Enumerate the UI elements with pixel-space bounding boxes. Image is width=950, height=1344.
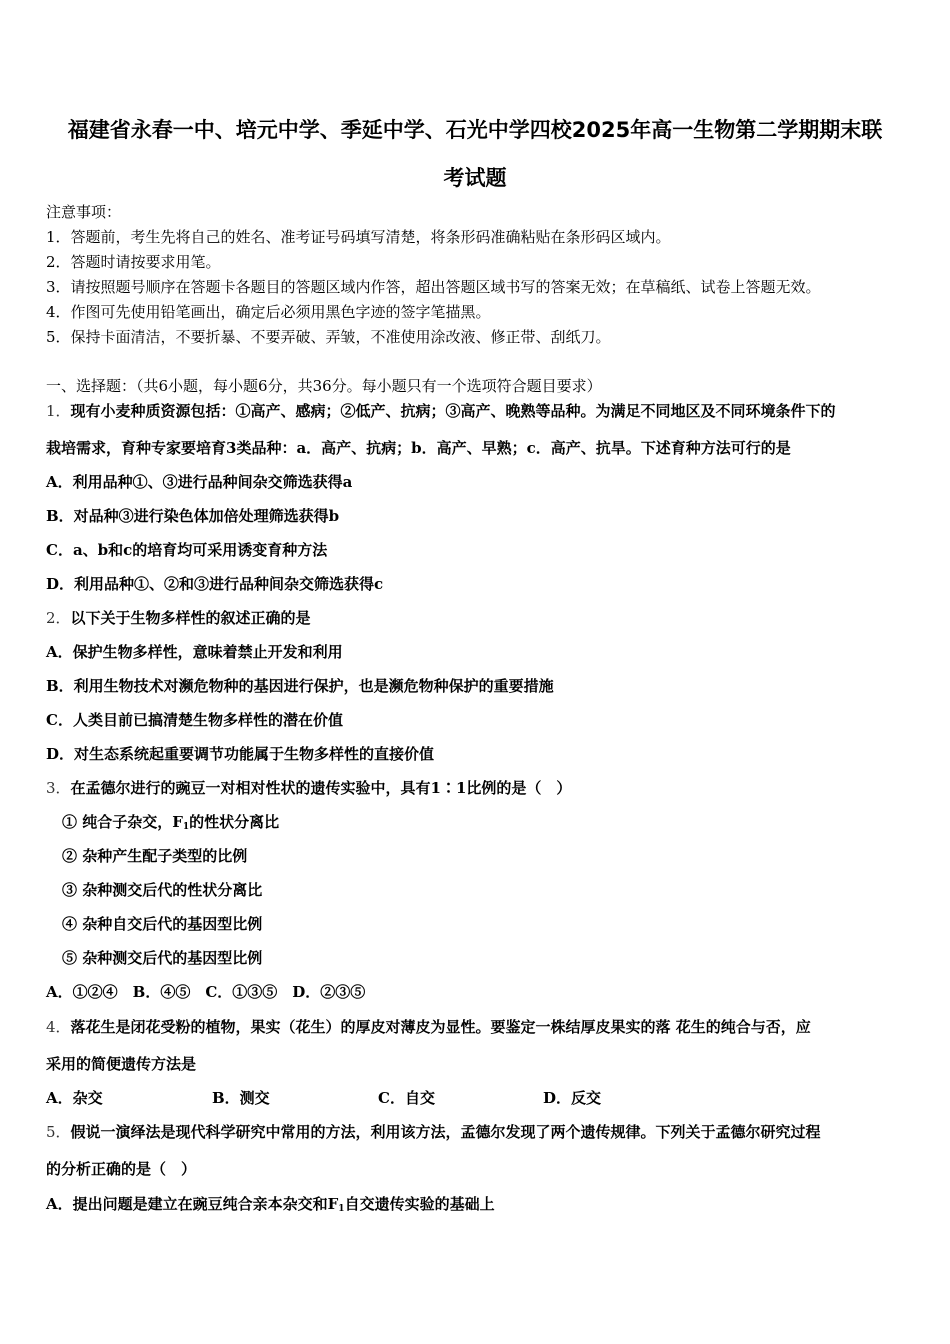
- notice-item-4: 4．作图可先使用铅笔画出，确定后必须用黑色字迹的签字笔描黑。: [46, 303, 491, 321]
- q5-stem-line-2: 的分析正确的是（ ）: [46, 1160, 197, 1178]
- q4-text-1: 落花生是闭花受粉的植物，果实（花生）的厚皮对薄皮为显性。要鉴定一株结厚皮果实的落 花生的纯合与否，应: [70, 1018, 811, 1036]
- q5-option-a-text-2: 自交遗传实验的基础上: [344, 1195, 495, 1213]
- q2-text: 以下关于生物多样性的叙述正确的是: [70, 609, 311, 627]
- notice-item-1: 1．答题前，考生先将自己的姓名、准考证号码填写清楚，将条形码准确粘贴在条形码区域内。: [46, 228, 671, 246]
- q3-item-2: ② 杂种产生配子类型的比例: [62, 847, 248, 865]
- q1-stem-line-1: [46, 401, 836, 421]
- q3-options: A．①②④ B．④⑤ C．①③⑤ D．②③⑤: [46, 983, 366, 1001]
- q3-item-1: [62, 812, 279, 837]
- q5-option-a-subscript: 1: [338, 1204, 345, 1214]
- notice-heading: 注意事项：: [46, 203, 122, 221]
- q3-item-4: ④ 杂种自交后代的基因型比例: [62, 915, 263, 933]
- q3-item-1-text-b: 的性状分离比: [189, 813, 280, 831]
- q1-option-b: B．对品种③进行染色体加倍处理筛选获得b: [46, 507, 340, 525]
- notice-item-5: 5．保持卡面清洁，不要折暴、不要弄破、弄皱，不准使用涂改液、修正带、刮纸刀。: [46, 328, 611, 346]
- q5-option-a-text-1: A．提出问题是建立在豌豆纯合亲本杂交和F: [46, 1195, 339, 1213]
- q1-stem-line-2: 栽培需求，育种专家要培育3类品种：a．高产、抗病；b．高产、早熟；c．高产、抗旱。下述育种方法可行的是: [46, 439, 791, 457]
- q5-option-a: [46, 1194, 495, 1219]
- q2-option-c: C．人类目前已搞清楚生物多样性的潜在价值: [46, 711, 343, 729]
- notice-item-3: 3．请按照题号顺序在答题卡各题目的答题区域内作答，超出答题区域书写的答案无效；在草稿纸、试卷上答题无效。: [46, 278, 821, 296]
- q1-option-d: D．利用品种①、②和③进行品种间杂交筛选获得c: [46, 575, 384, 593]
- q4-option-c: C．自交: [378, 1089, 435, 1107]
- q4-number: 4．: [46, 1018, 71, 1036]
- q5-text-1: 假说一演绎法是现代科学研究中常用的方法，利用该方法，孟德尔发现了两个遗传规律。下列关于孟德尔研究过程: [70, 1123, 821, 1141]
- q3-number: 3．: [46, 779, 71, 797]
- q3-item-1-subscript: 1: [182, 822, 190, 832]
- q3-item-5: ⑤ 杂种测交后代的基因型比例: [62, 949, 263, 967]
- q5-stem-line-1: [46, 1122, 821, 1142]
- q2-number: 2．: [46, 609, 71, 627]
- exam-title-line-1: 福建省永春一中、培元中学、季延中学、石光中学四校2025年高一生物第二学期期末联: [67, 118, 883, 142]
- q5-number: 5．: [46, 1123, 71, 1141]
- q1-text-1: 现有小麦种质资源包括：①高产、感病；②低产、抗病；③高产、晚熟等品种。为满足不同地区及不同环境条件下的: [70, 402, 836, 420]
- q2-stem: [46, 608, 311, 628]
- q3-text: 在孟德尔进行的豌豆一对相对性状的遗传实验中，具有1∶1比例的是（ ）: [70, 779, 572, 797]
- q4-stem-line-2: 采用的简便遗传方法是: [46, 1055, 197, 1073]
- q1-option-a: A．利用品种①、③进行品种间杂交筛选获得a: [46, 473, 353, 491]
- q1-option-c: C．a、b和c的培育均可采用诱变育种方法: [46, 541, 328, 559]
- q3-stem: [46, 778, 571, 798]
- q4-stem-line-1: [46, 1017, 811, 1037]
- notice-item-2: 2．答题时请按要求用笔。: [46, 253, 221, 271]
- q2-option-b: B．利用生物技术对濒危物种的基因进行保护，也是濒危物种保护的重要措施: [46, 677, 554, 695]
- q4-option-a: A．杂交: [46, 1089, 103, 1107]
- q2-option-d: D．对生态系统起重要调节功能属于生物多样性的直接价值: [46, 745, 435, 763]
- exam-title-line-2: 考试题: [443, 166, 507, 190]
- q3-item-1-text-a: ① 纯合子杂交，F: [62, 813, 183, 831]
- q1-number: 1．: [46, 402, 71, 420]
- q4-option-b: B．测交: [212, 1089, 270, 1107]
- section-heading: 一、选择题：（共6小题，每小题6分，共36分。每小题只有一个选项符合题目要求）: [46, 377, 602, 395]
- q4-option-d: D．反交: [543, 1089, 602, 1107]
- q2-option-a: A．保护生物多样性，意味着禁止开发和利用: [46, 643, 343, 661]
- q3-item-3: ③ 杂种测交后代的性状分离比: [62, 881, 263, 899]
